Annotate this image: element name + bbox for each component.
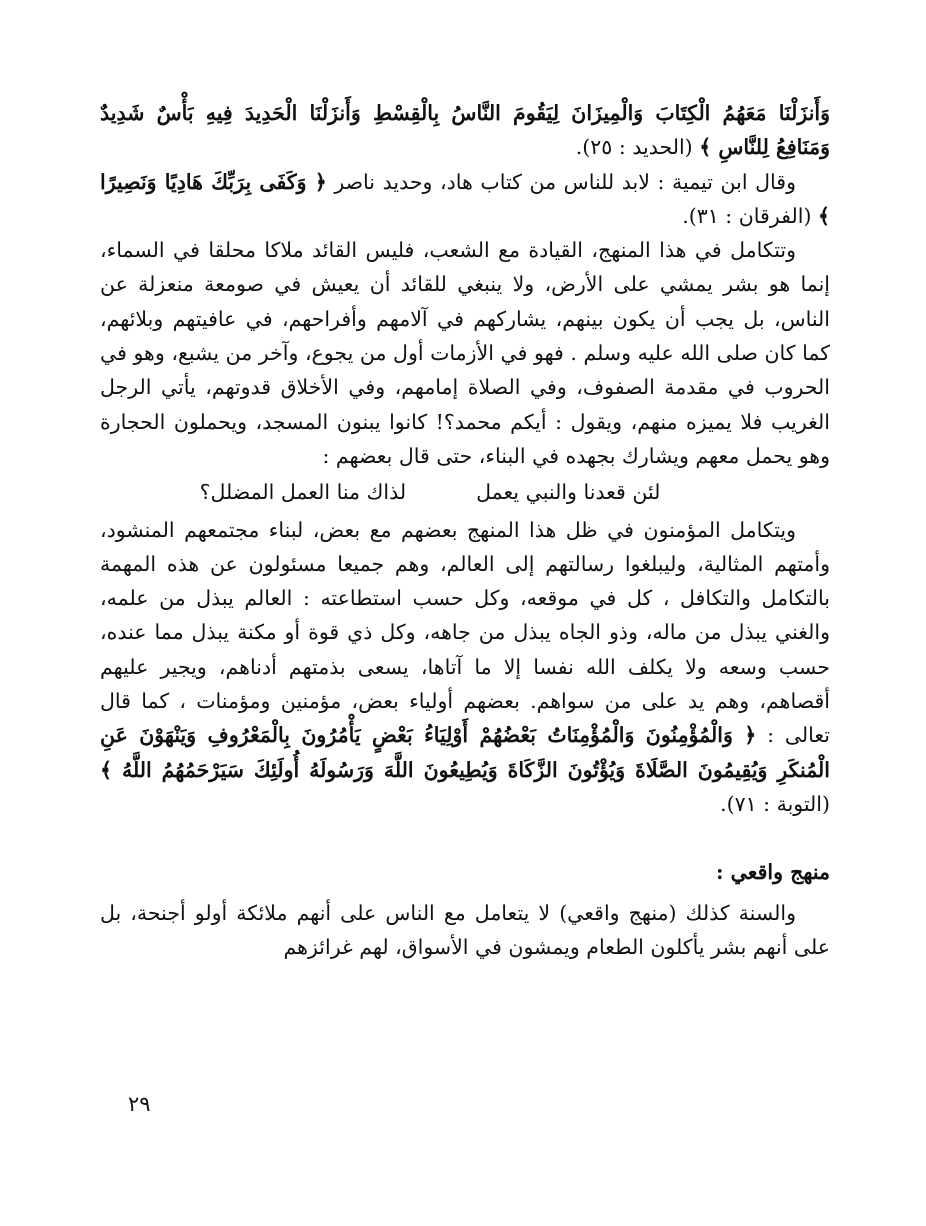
poem-hemistich-second: لذاك منا العمل المضلل؟ <box>199 480 407 505</box>
section-heading: منهج واقعي : <box>715 860 830 885</box>
quran-verse-hadid: وَأَنزَلْنَا مَعَهُمُ الْكِتَابَ وَالْمِيزَانَ لِيَقُومَ النَّاسُ بِالْقِسْطِ وَأَنزَلْنَا الْحَدِيدَ فِيهِ بَأْسٌ شَدِيدٌ وَمَنَافِعُ لِلنَّاسِ ﴾ <box>100 101 830 160</box>
believers-text: ويتكامل المؤمنون في ظل هذا المنهج بعضهم مع بعض، لبناء مجتمعهم المنشود، وأمتهم المثالية، وليبلغوا رسالتهم إلى العالم، وهم جميعا مسئولون عن هذه المهمة بالتكامل والتكافل ، كل في موقعه، وكل حسب استطاعته : العالم يبذل من علمه، والغني يبذل من ماله، وذو الجاه يبذل من جاهه، وكل ذي قوة أو مكنة يبذل مما عنده، حسب وسعه ولا يكلف الله نفسا إلا ما آتاها، يسعى بذمتهم أدناهم، ويجير عليهم أقصاهم، وهم يد على من سواهم. بعضهم أولياء بعض، مؤمنين ومؤمنات ، كما قال تعالى : <box>100 517 830 748</box>
poem-verse <box>100 475 830 509</box>
verse-reference-tawba: (التوبة : ٧١). <box>720 791 830 816</box>
realistic-paragraph: والسنة كذلك (منهج واقعي) لا يتعامل مع الناس على أنهم ملائكة أولو أجنحة، بل على أنهم بشر يأكلون الطعام ويمشون في الأسواق، لهم غرائزهم <box>100 900 830 959</box>
verse-reference-hadid: (الحديد : ٢٥). <box>575 135 693 160</box>
leadership-paragraph: وتتكامل في هذا المنهج، القيادة مع الشعب، فليس القائد ملاكا محلقا في السماء، إنما هو بشر يمشي على الأرض، ولا ينبغي للقائد أن يعيش في صومعة منعزلة عن الناس، بل يجب أن يكون بينهم، يشاركهم في آلامهم وأفراحهم، في عافيتهم وبلائهم، كما كان صلى الله عليه وسلم . فهو في الأزمات أول من يجوع، وآخر من يشبع، وهو في الحروب في مقدمة الصفوف، وفي الصلاة إمامهم، وفي الأخلاق قدوتهم، يأتي الرجل الغريب فلا يميزه منهم، ويقول : أيكم محمد؟! كانوا يبنون المسجد، ويحملون الحجارة وهو يحمل معهم ويشارك بجهده في البناء، حتى قال بعضهم : <box>100 238 830 468</box>
quran-verse-furqan: ﴿ وَكَفَى بِرَبِّكَ هَادِيًا وَنَصِيرًا ﴾ <box>100 169 830 228</box>
ibn-taymiyya-paragraph <box>100 165 830 234</box>
verse-reference-furqan: (الفرقان : ٣١). <box>682 203 812 228</box>
believers-paragraph <box>100 513 830 822</box>
page-number: ٢٩ <box>128 1092 151 1116</box>
ibn-taymiyya-text: وقال ابن تيمية : لابد للناس من كتاب هاد، وحديد ناصر <box>334 169 796 194</box>
poem-hemistich-first: لئن قعدنا والنبي يعمل <box>476 480 661 505</box>
page-content <box>100 96 830 964</box>
verse-opening <box>100 96 830 165</box>
quran-verse-tawba: ﴿ وَالْمُؤْمِنُونَ وَالْمُؤْمِنَاتُ بَعْضُهُمْ أَوْلِيَاءُ بَعْضٍ يَأْمُرُونَ بِالْمَعْرُوفِ وَيَنْهَوْنَ عَنِ الْمُنكَرِ وَيُقِيمُونَ الصَّلَاةَ وَيُؤْتُونَ الزَّكَاةَ وَيُطِيعُونَ اللَّهَ وَرَسُولَهُ أُولَئِكَ سَيَرْحَمُهُمُ اللَّهُ ﴾ <box>100 723 830 782</box>
